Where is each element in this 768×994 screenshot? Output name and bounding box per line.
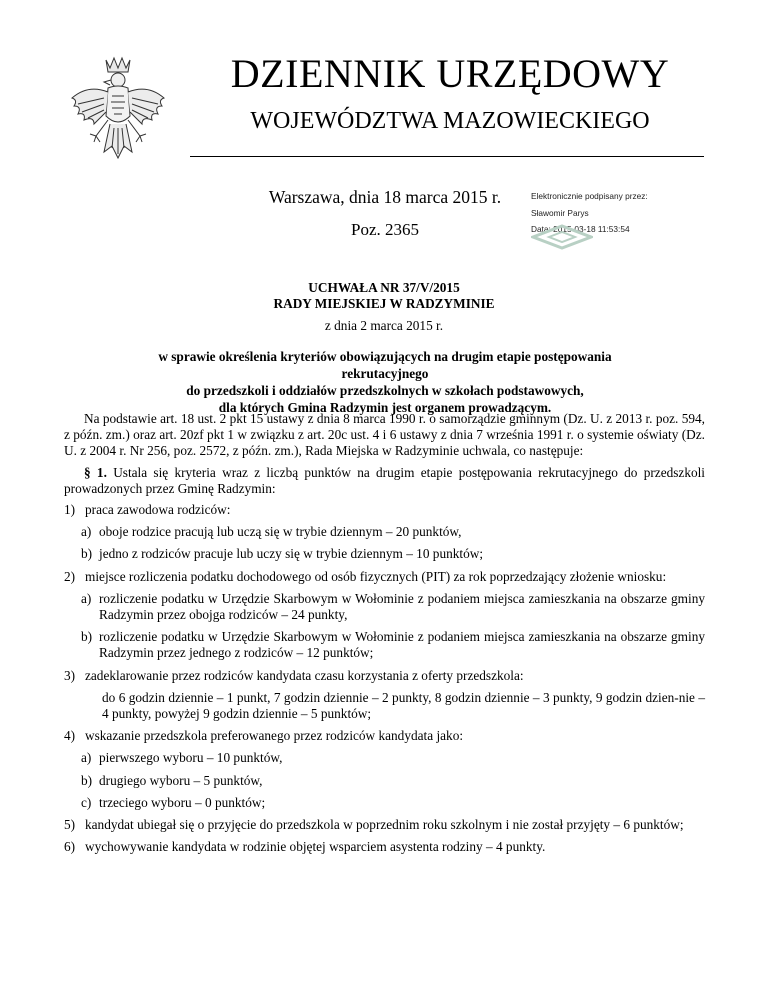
item-detail: do 6 godzin dziennie – 1 punkt, 7 godzin dziennie – 2 punkty, 8 godzin dziennie – 3 punkty, 9 godzin dzien-nie – 4 punkty, powyżej 9 godzin dziennie – 5 punktów;: [102, 689, 705, 722]
sub-item-text: trzeciego wyboru – 0 punktów;: [99, 794, 266, 810]
sub-item-letter: a): [81, 750, 92, 766]
subject-line: dla których Gmina Radzymin jest organem prowadzącym.: [218, 400, 552, 415]
list-item: [64, 502, 705, 518]
sub-item-text: rozliczenie podatku w Urzędzie Skarbowym w Wołominie z podaniem miejsca zamieszkania na obszarze gminy Radzymin przez obojga rodziców – 24 punkty,: [99, 590, 705, 623]
item-number: 5): [64, 817, 76, 833]
journal-subtitle: WOJEWÓDZTWA MAZOWIECKIEGO: [250, 108, 650, 134]
section-mark: § 1.: [84, 464, 107, 480]
signature-signer: Sławomir Parys: [531, 207, 589, 218]
sub-item: [81, 773, 705, 789]
sub-item-text: rozliczenie podatku w Urzędzie Skarbowym w Wołominie z podaniem miejsca zamieszkania na obszarze gminy Radzymin przez jednego z rodziców – 12 punktów;: [99, 629, 705, 661]
resolution-council: RADY MIEJSKIEJ W RADZYMINIE: [273, 296, 495, 311]
list-item: [64, 728, 705, 744]
item-text: zadeklarowanie przez rodziców kandydata czasu korzystania z oferty przedszkola:: [85, 667, 524, 683]
list-item: [64, 569, 705, 585]
list-item: [64, 839, 705, 855]
sub-item: [81, 750, 705, 766]
sub-item-letter: b): [81, 546, 93, 562]
item-number: 3): [64, 667, 76, 683]
item-number: 4): [64, 728, 76, 744]
section-text: Ustala się kryteria wraz z liczbą punktów na drugim etapie postępowania rekrutacyjnego do przedszkoli prowadzonych przez Gminę Radzymin:: [64, 464, 706, 496]
sub-item: [81, 629, 705, 661]
item-number: 1): [64, 502, 76, 518]
sub-item: [81, 795, 705, 811]
journal-title: DZIENNIK URZĘDOWY: [230, 51, 670, 96]
resolution-body: [64, 411, 705, 861]
signature-valid-icon: [531, 224, 593, 250]
sub-item-text: oboje rodzice pracują lub uczą się w trybie dziennym – 20 punktów,: [99, 524, 462, 540]
resolution-subject: [140, 348, 630, 416]
signature-label: Elektronicznie podpisany przez:: [531, 191, 648, 201]
resolution-date: z dnia 2 marca 2015 r.: [324, 318, 444, 333]
preamble: Na podstawie art. 18 ust. 2 pkt 15 ustawy z dnia 8 marca 1990 r. o samorządzie gminnym (Dz. U. z 2013 r. poz. 594, z późn. zm.) oraz art. 20zf pkt 1 w związku z art. 20c ust. 4 i 6 ustawy z dnia 7 września 1991 r. o systemie oświaty (Dz. U. z 2004 r. Nr 256, poz. 2572, z późn. zm.), Rada Miejska w Radzyminie uchwala, co następuje:: [64, 411, 705, 459]
signature-date: Data: 2015-03-18 11:53:54: [531, 224, 630, 234]
sub-item-text: jedno z rodziców pracuje lub uczy się w trybie dziennym – 10 punktów;: [99, 546, 484, 562]
item-text: praca zawodowa rodziców:: [85, 502, 231, 518]
resolution-title: [0, 280, 768, 312]
sub-item-letter: b): [81, 629, 93, 645]
sub-item-text: drugiego wyboru – 5 punktów,: [99, 772, 263, 788]
item-text: kandydat ubiegał się o przyjęcie do przedszkola w poprzednim roku szkolnym i nie został przyjęty – 6 punktów;: [85, 817, 684, 833]
item-number: 2): [64, 568, 76, 584]
header-divider: [190, 156, 704, 157]
subject-line: w sprawie określenia kryteriów obowiązujących na drugim etapie postępowania rekrutacyjnego: [158, 349, 612, 381]
list-item: [64, 668, 705, 684]
sub-item: [81, 546, 705, 562]
sub-item: [81, 524, 705, 540]
sub-item-letter: c): [81, 794, 92, 810]
position-number: Poz. 2365: [351, 220, 419, 239]
section-1: [64, 465, 705, 497]
sub-item-letter: a): [81, 590, 92, 606]
item-text: wskazanie przedszkola preferowanego przez rodziców kandydata jako:: [85, 728, 464, 744]
resolution-number: UCHWAŁA NR 37/V/2015: [308, 280, 460, 295]
sub-item-text: pierwszego wyboru – 10 punktów,: [99, 750, 283, 766]
sub-item-letter: b): [81, 772, 93, 788]
publication-date: Warszawa, dnia 18 marca 2015 r.: [268, 187, 502, 207]
list-item: [64, 817, 705, 833]
item-text: wychowywanie kandydata w rodzinie objętej wsparciem asystenta rodziny – 4 punkty.: [85, 839, 546, 855]
item-text: miejsce rozliczenia podatku dochodowego od osób fizycznych (PIT) za rok poprzedzający złożenie wniosku:: [85, 568, 667, 584]
polish-eagle-emblem: [64, 54, 172, 174]
sub-item-letter: a): [81, 524, 92, 540]
item-number: 6): [64, 839, 76, 855]
subject-line: do przedszkoli i oddziałów przedszkolnych w szkołach podstawowych,: [186, 383, 584, 398]
sub-item: [81, 591, 705, 623]
